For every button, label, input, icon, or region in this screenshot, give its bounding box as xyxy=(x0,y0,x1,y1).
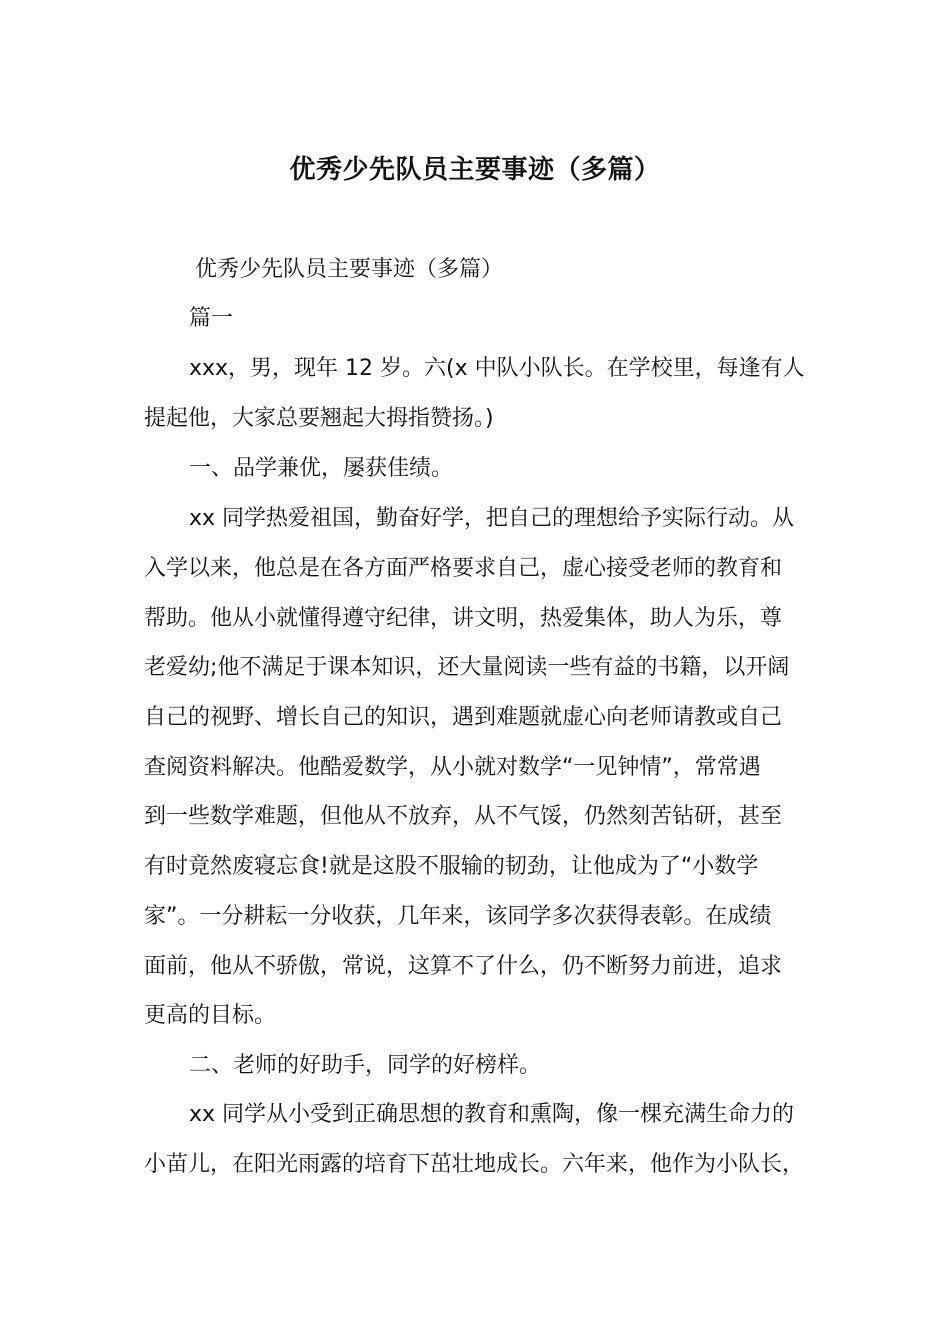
paragraph-line: 面前，他从不骄傲，常说，这算不了什么，仍不断努力前进，追求 xyxy=(144,954,783,979)
paragraph-line: 到一些数学难题，但他从不放弃，从不气馁，仍然刻苦钻研，甚至 xyxy=(144,804,783,829)
document-title: 优秀少先队员主要事迹（多篇） xyxy=(289,155,661,185)
paragraph-line: xx 同学从小受到正确思想的教育和熏陶，像一棵充满生命力的 xyxy=(189,1102,795,1127)
paragraph-line: xx 同学热爱祖国，勤奋好学，把自己的理想给予实际行动。从 xyxy=(189,506,795,531)
paragraph-line: 家”。一分耕耘一分收获，几年来，该同学多次获得表彰。在成绩 xyxy=(144,904,772,929)
subtitle-line: 优秀少先队员主要事迹（多篇） xyxy=(195,257,504,282)
paragraph-line: 帮助。他从小就懂得遵守纪律，讲文明，热爱集体，助人为乐，尊 xyxy=(144,606,783,631)
section-heading: 一、品学兼优，屡获佳绩。 xyxy=(189,456,454,481)
paragraph-line: 有时竟然废寝忘食!就是这股不服输的韧劲，让他成为了“小数学 xyxy=(144,854,759,879)
paragraph-line: 入学以来，他总是在各方面严格要求自己，虚心接受老师的教育和 xyxy=(144,556,783,581)
paragraph-line: 老爱幼;他不满足于课本知识，还大量阅读一些有益的书籍，以开阔 xyxy=(144,655,790,680)
paragraph-line: 小苗儿，在阳光雨露的培育下茁壮地成长。六年来，他作为小队长， xyxy=(144,1152,805,1177)
paragraph-line: 查阅资料解决。他酷爱数学，从小就对数学“一见钟情”，常常遇 xyxy=(144,755,761,780)
paragraph-line: xxx，男，现年 12 岁。六(x 中队小队长。在学校里，每逢有人 xyxy=(189,356,805,381)
paragraph-line: 更高的目标。 xyxy=(144,1003,277,1028)
paragraph-line: 提起他，大家总要翘起大拇指赞扬。) xyxy=(144,406,494,431)
section-heading: 篇一 xyxy=(189,306,234,331)
paragraph-line: 自己的视野、增长自己的知识，遇到难题就虚心向老师请教或自己 xyxy=(144,705,783,730)
section-heading: 二、老师的好助手，同学的好榜样。 xyxy=(189,1053,542,1078)
